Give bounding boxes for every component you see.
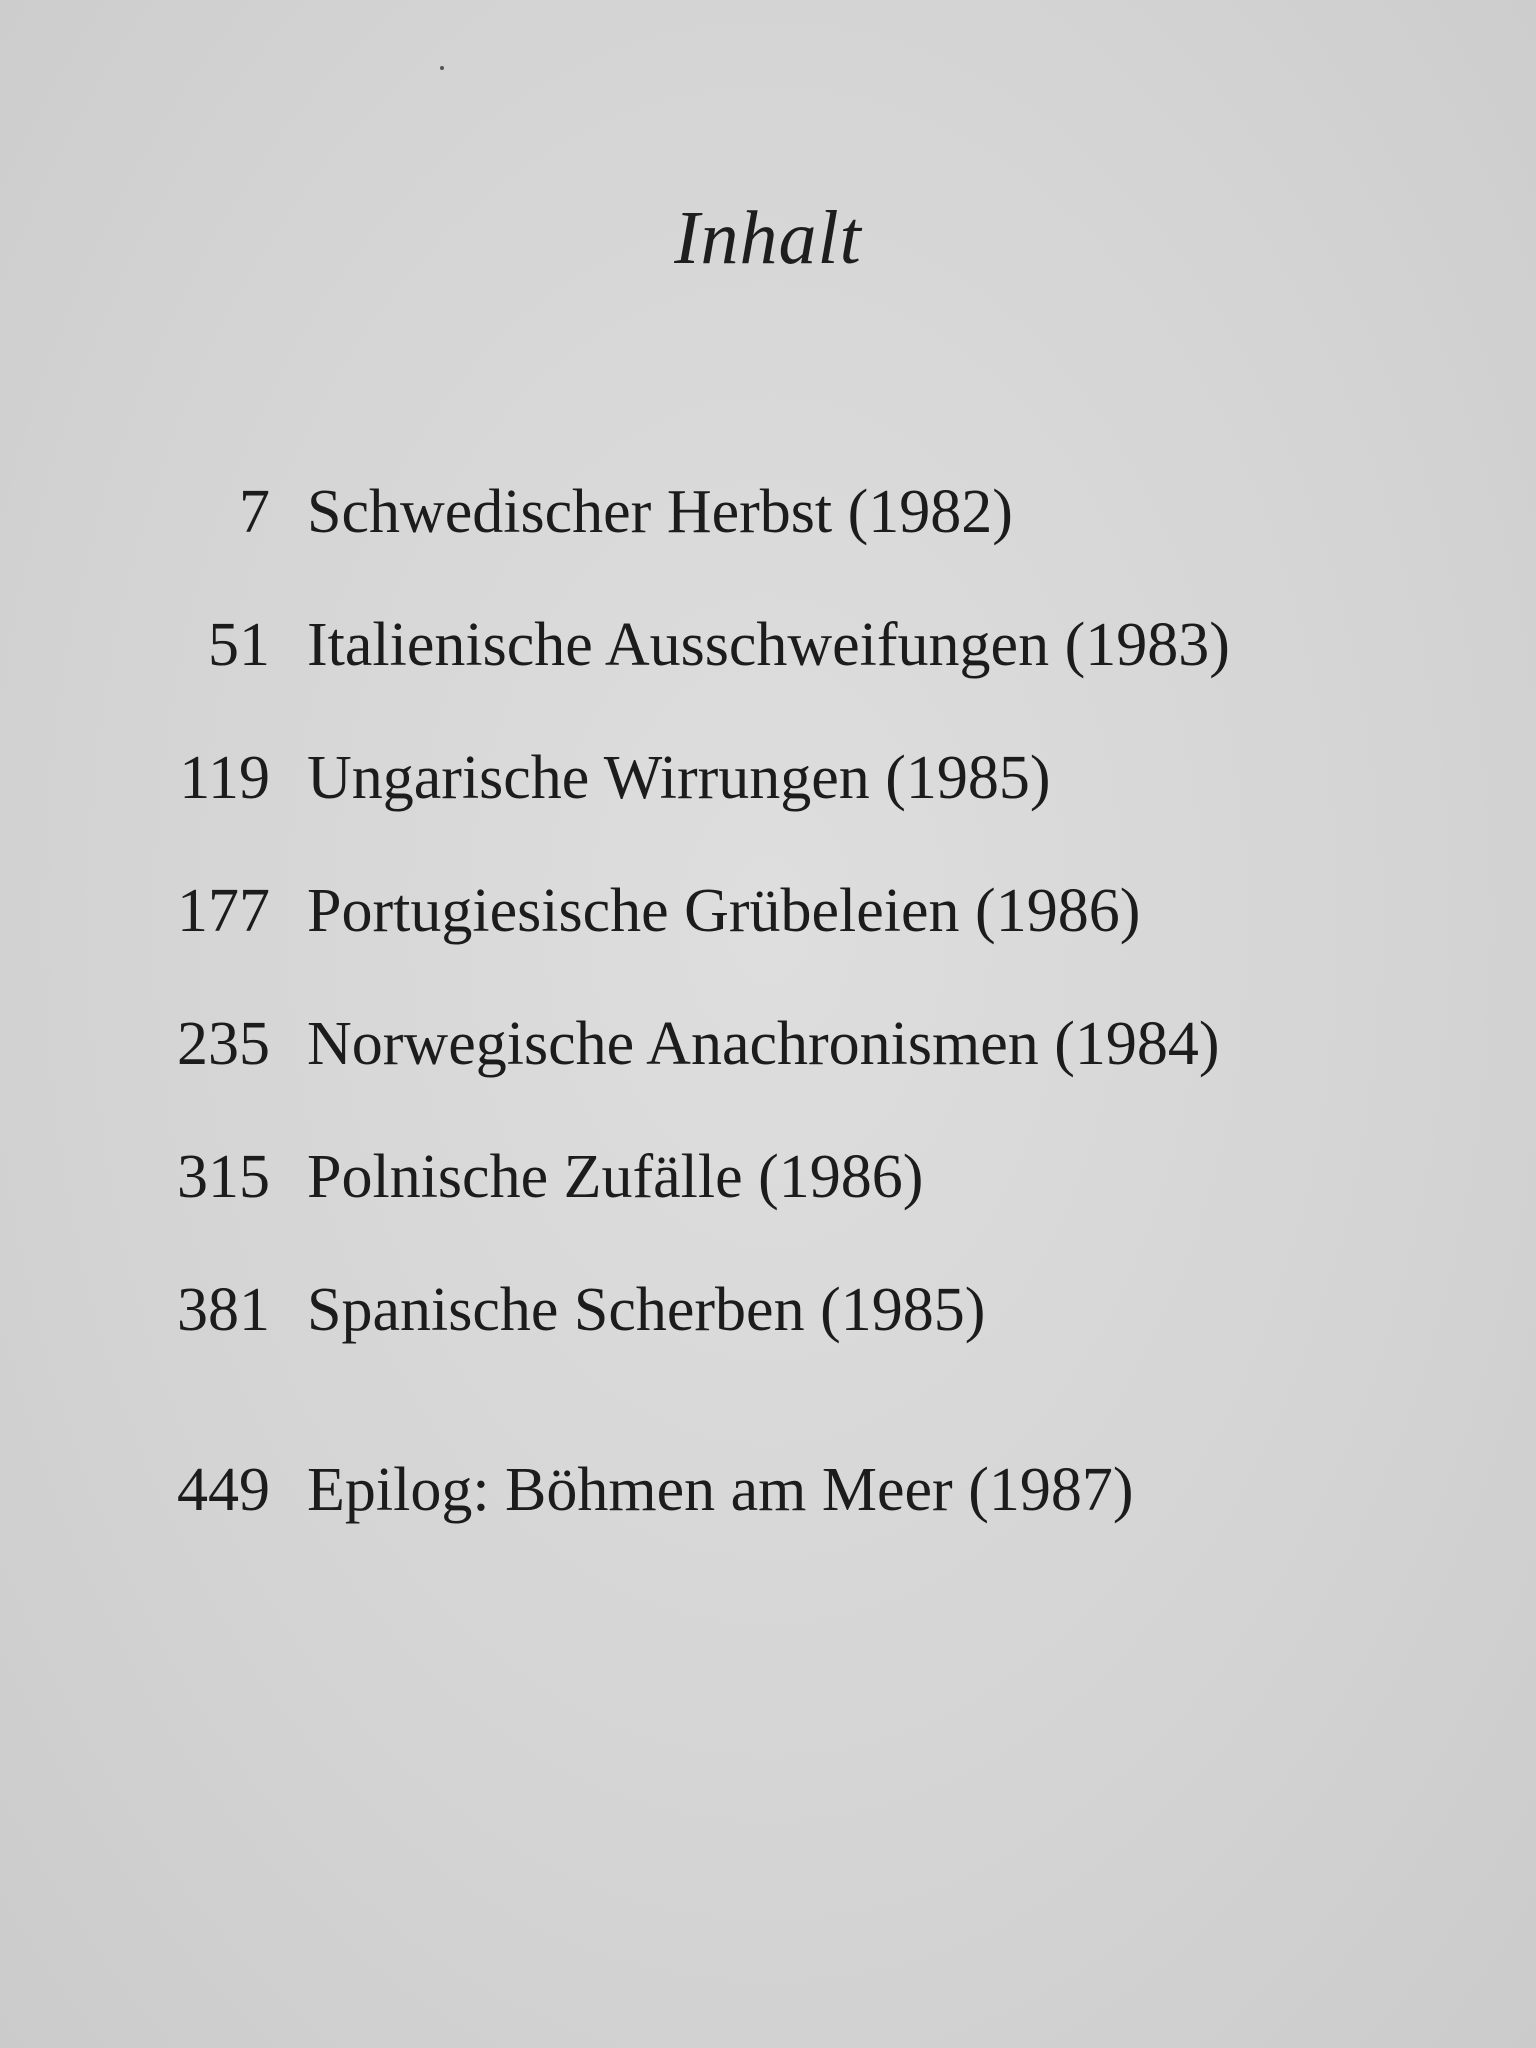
toc-page-number: 381 (177, 1276, 270, 1344)
toc-chapter-title: Spanische Scherben (1985) (307, 1276, 986, 1344)
toc-chapter-title: Italienische Ausschweifungen (1983) (307, 611, 1230, 679)
page-title: Inhalt (674, 196, 862, 280)
toc-page-number: 315 (177, 1143, 270, 1211)
toc-chapter-title: Schwedischer Herbst (1982) (307, 478, 1013, 546)
toc-page-number: 449 (177, 1456, 270, 1524)
toc-page-number: 177 (177, 877, 270, 945)
toc-entry (0, 1270, 1536, 1350)
toc-chapter-title: Norwegische Anachronismen (1984) (307, 1010, 1220, 1078)
toc-chapter-title: Epilog: Böhmen am Meer (1987) (307, 1456, 1134, 1524)
toc-entry (0, 871, 1536, 951)
toc-chapter-title: Ungarische Wirrungen (1985) (307, 744, 1051, 812)
toc-page-number: 119 (179, 744, 270, 812)
toc-page-number: 235 (177, 1010, 270, 1078)
toc-entry (0, 472, 1536, 552)
toc-chapter-title: Polnische Zufälle (1986) (307, 1143, 924, 1211)
toc-entry (0, 1137, 1536, 1217)
toc-chapter-title: Portugiesische Grübeleien (1986) (307, 877, 1141, 945)
toc-page-number: 7 (239, 478, 270, 546)
toc-entry-epilog (0, 1450, 1536, 1530)
toc-entry (0, 605, 1536, 685)
toc-entry (0, 1004, 1536, 1084)
toc-page-number: 51 (208, 611, 270, 679)
toc-entry (0, 738, 1536, 818)
